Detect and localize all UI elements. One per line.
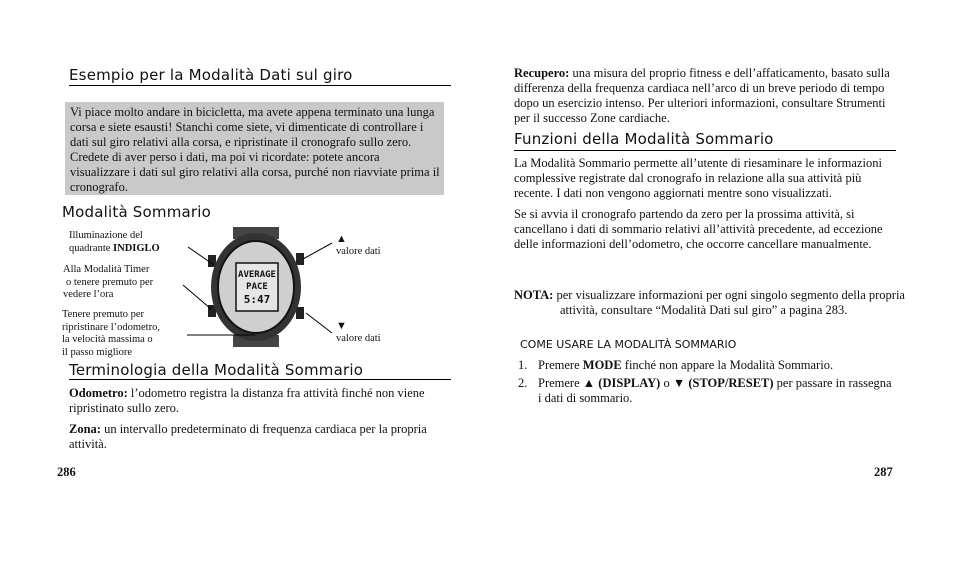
pointer-mode <box>183 285 211 309</box>
odometro-definition: Odometro: l’odometro registra la distanza fra attività finché non viene ripristinato sullo zero. <box>69 386 425 415</box>
recupero-definition: Recupero: una misura del proprio fitness e dell’affaticamento, basato sulla differenza della frequenza cardiaca nell’arco di un breve periodo di tempo dopo un esercizio intenso. Per ulteriori informazioni, consultare Strumenti per il successo Zone cardiache. <box>514 66 890 125</box>
up-arrow-icon: ▲ <box>336 233 347 245</box>
terminologia-list <box>69 386 449 458</box>
funzioni-body <box>514 156 896 258</box>
label-modalita-timer: Alla Modalità Timer o tenere premuto per vedere l’ora <box>63 264 154 300</box>
heading-modalita-sommario: Modalità Sommario <box>62 203 212 221</box>
funzioni-para-1: La Modalità Sommario permette all’utente di riesaminare le informazioni complessive registrate dal cronografo in relazione alla sua attività più recente. I dati non vengono aggiornati mentre sono visualizzati. <box>514 156 882 200</box>
step-2: 2. Premere ▲ (DISPLAY) o ▼ (STOP/RESET) per passare in rassegna i dati di sommario. <box>518 376 892 405</box>
heading-rule <box>69 379 451 380</box>
label-down-arrow: ▼ valore dati <box>336 320 381 344</box>
label-illuminazione: Illuminazione del quadrante INDIGLO <box>69 230 160 254</box>
watch-illustration <box>175 225 335 350</box>
steps-list <box>514 358 896 409</box>
heading-rule <box>514 150 896 151</box>
display-text-3: 5:47 <box>243 293 271 306</box>
display-text-2: PACE <box>246 282 268 292</box>
label-up-arrow: ▲ valore dati <box>336 233 381 257</box>
display-button[interactable] <box>296 253 304 265</box>
label-ripristinare: Tenere premuto per ripristinare l’odometro, la velocità massima o il passo migliore <box>62 309 160 358</box>
funzioni-para-2: Se si avvia il cronografo partendo da zero per la prossima attività, si cancellano i dati di sommario relativi all’attività precedente, ad eccezione delle informazioni dell’odometro, che occorre cancellare manualmente. <box>514 207 883 251</box>
heading-funzioni: Funzioni della Modalità Sommario <box>514 130 774 148</box>
down-arrow-icon: ▼ <box>336 320 347 332</box>
display-text-1: AVERAGE <box>238 270 276 280</box>
subheading-come-usare: COME USARE LA MODALITÀ SOMMARIO <box>520 338 737 351</box>
pointer-display <box>303 243 332 259</box>
heading-esempio: Esempio per la Modalità Dati sul giro <box>69 66 353 84</box>
stop-reset-button[interactable] <box>296 307 304 319</box>
pointer-stop-reset <box>306 313 332 333</box>
zona-definition: Zona: un intervallo predeterminato di frequenza cardiaca per la propria attività. <box>69 422 427 451</box>
light-button[interactable] <box>208 255 216 267</box>
page-number-left: 286 <box>57 465 76 479</box>
example-callout: Vi piace molto andare in bicicletta, ma avete appena terminato una lunga corsa e siete esausti! Stanchi come siete, vi dimenticate di controllare i dati sul giro relativi alla corsa, e ripristinate il cronografo sullo zero. Credete di aver perso i dati, ma poi vi ricordate: potete ancora visualizzare i dati sul giro relativi alla corsa, purché non riavviate prima il cronografo. <box>65 102 444 195</box>
nota: NOTA: per visualizzare informazioni per ogni singolo segmento della propria attività, consultare “Modalità Dati sul giro” a pagina 283. <box>514 288 905 317</box>
heading-rule <box>69 85 451 86</box>
page-number-right: 287 <box>874 465 893 479</box>
heading-terminologia: Terminologia della Modalità Sommario <box>69 361 364 379</box>
step-1: 1. Premere MODE finché non appare la Modalità Sommario. <box>518 358 834 372</box>
